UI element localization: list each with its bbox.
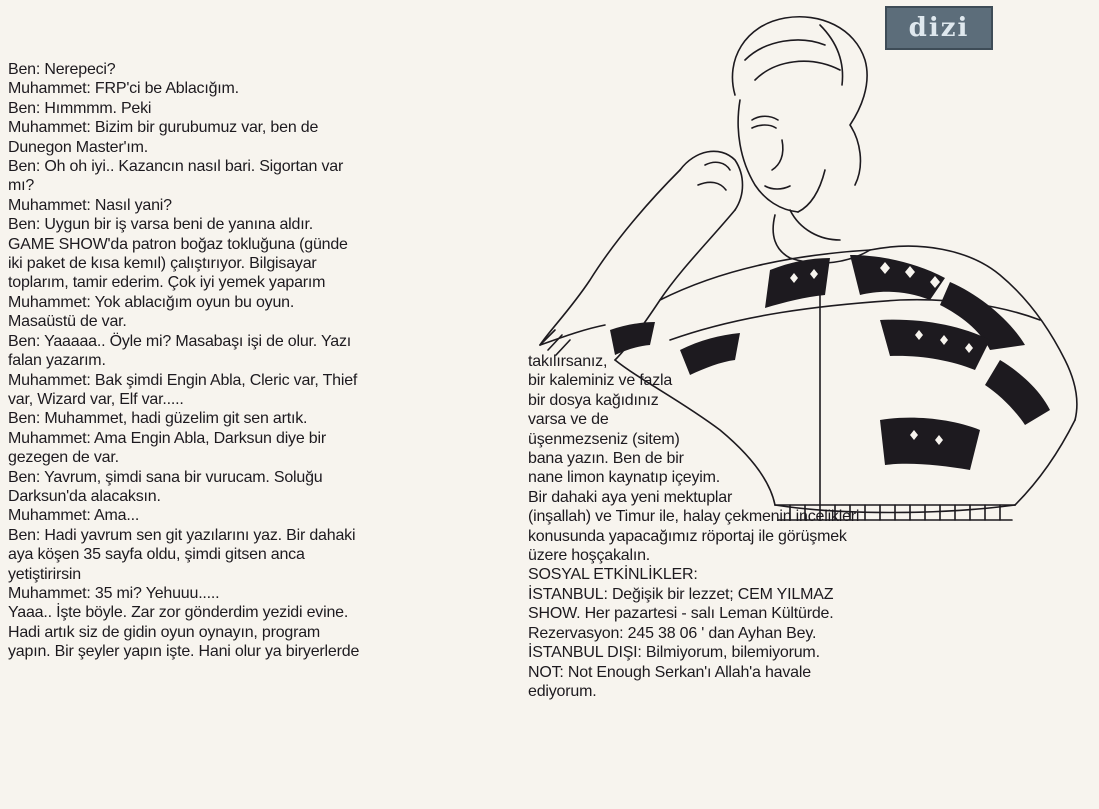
- text-line: iki paket de kısa kemıl) çalıştırıyor. Bilgisayar: [8, 255, 317, 273]
- text-line: bir dosya kağıdınız: [528, 391, 659, 409]
- text-line: Ben: Muhammet, hadi güzelim git sen artık.: [8, 410, 308, 428]
- text-line: varsa ve de: [528, 411, 609, 429]
- text-line: (inşallah) ve Timur ile, halay çekmenin incelikleri: [528, 508, 860, 526]
- text-line: Ben: Yaaaaa.. Öyle mi? Masabaşı işi de olur. Yazı: [8, 332, 351, 350]
- text-line: Ben: Uygun bir iş varsa beni de yanına aldır.: [8, 216, 313, 234]
- text-line: üzere hoşçakalın.: [528, 547, 651, 565]
- left-text-column: [8, 60, 508, 662]
- text-line: Muhammet: Bizim bir gurubumuz var, ben de: [8, 119, 319, 137]
- text-line: Muhammet: 35 mi? Yehuuu.....: [8, 584, 220, 602]
- text-line: Ben: Nerepeci?: [8, 61, 116, 78]
- text-line: Bir dahaki aya yeni mektuplar: [528, 488, 733, 506]
- text-line: nane limon kaynatıp içeyim.: [528, 469, 721, 487]
- text-line: Yaaa.. İşte böyle. Zar zor gönderdim yezidi evine.: [8, 604, 349, 622]
- text-line: Muhammet: Ama Engin Abla, Darksun diye bir: [8, 429, 326, 447]
- text-line: SHOW. Her pazartesi - salı Leman Kültürde.: [528, 605, 834, 623]
- text-line: Ben: Oh oh iyi.. Kazancın nasıl bari. Sigortan var: [8, 158, 344, 176]
- text-line: gezegen de var.: [8, 449, 119, 467]
- text-line: bana yazın. Ben de bir: [528, 450, 684, 468]
- text-line: Masaüstü de var.: [8, 313, 127, 331]
- text-line: toplarım, tamir ederim. Çok iyi yemek yaparım: [8, 274, 326, 292]
- text-line: konusunda yapacağımız röportaj ile görüşmek: [528, 527, 847, 545]
- text-line: Muhammet: FRP'ci be Ablacığım.: [8, 80, 239, 98]
- right-text-column: [528, 352, 1028, 701]
- text-line: NOT: Not Enough Serkan'ı Allah'a havale: [528, 663, 811, 681]
- text-line: İSTANBUL DIŞI: Bilmiyorum, bilemiyorum.: [528, 644, 820, 662]
- text-line: falan yazarım.: [8, 352, 106, 370]
- text-line: GAME SHOW'da patron boğaz tokluğuna (günde: [8, 235, 348, 253]
- text-line: ediyorum.: [528, 682, 597, 700]
- text-line: Rezervasyon: 245 38 06 ' dan Ayhan Bey.: [528, 624, 817, 642]
- text-line: SOSYAL ETKİNLİKLER:: [528, 566, 698, 584]
- text-line: bir kaleminiz ve fazla: [528, 372, 673, 390]
- text-line: İSTANBUL: Değişik bir lezzet; CEM YILMAZ: [528, 585, 834, 603]
- text-line: aya köşen 35 sayfa oldu, şimdi gitsen anca: [8, 546, 305, 564]
- text-line: Muhammet: Nasıl yani?: [8, 196, 172, 214]
- text-line: Muhammet: Yok ablacığım oyun bu oyun.: [8, 293, 295, 311]
- dizi-badge: dizi: [885, 6, 993, 50]
- text-line: Ben: Hadi yavrum sen git yazılarını yaz. Bir dahaki: [8, 526, 356, 544]
- text-line: Ben: Yavrum, şimdi sana bir vurucam. Soluğu: [8, 468, 323, 486]
- text-line: var, Wizard var, Elf var.....: [8, 390, 184, 408]
- text-line: Hadi artık siz de gidin oyun oynayın, program: [8, 623, 321, 641]
- text-line: Muhammet: Bak şimdi Engin Abla, Cleric var, Thief: [8, 371, 358, 389]
- text-line: Muhammet: Ama...: [8, 507, 140, 525]
- text-line: yetiştirirsin: [8, 565, 81, 583]
- text-line: Dunegon Master'ım.: [8, 138, 148, 156]
- text-line: Ben: Hımmmm. Peki: [8, 99, 152, 117]
- text-line: Darksun'da alacaksın.: [8, 487, 161, 505]
- text-line: yapın. Bir şeyler yapın işte. Hani olur ya biryerlerde: [8, 643, 360, 661]
- text-line: üşenmezseniz (sitem): [528, 430, 680, 448]
- text-line: mı?: [8, 177, 35, 195]
- text-line: takılırsanız,: [528, 353, 608, 370]
